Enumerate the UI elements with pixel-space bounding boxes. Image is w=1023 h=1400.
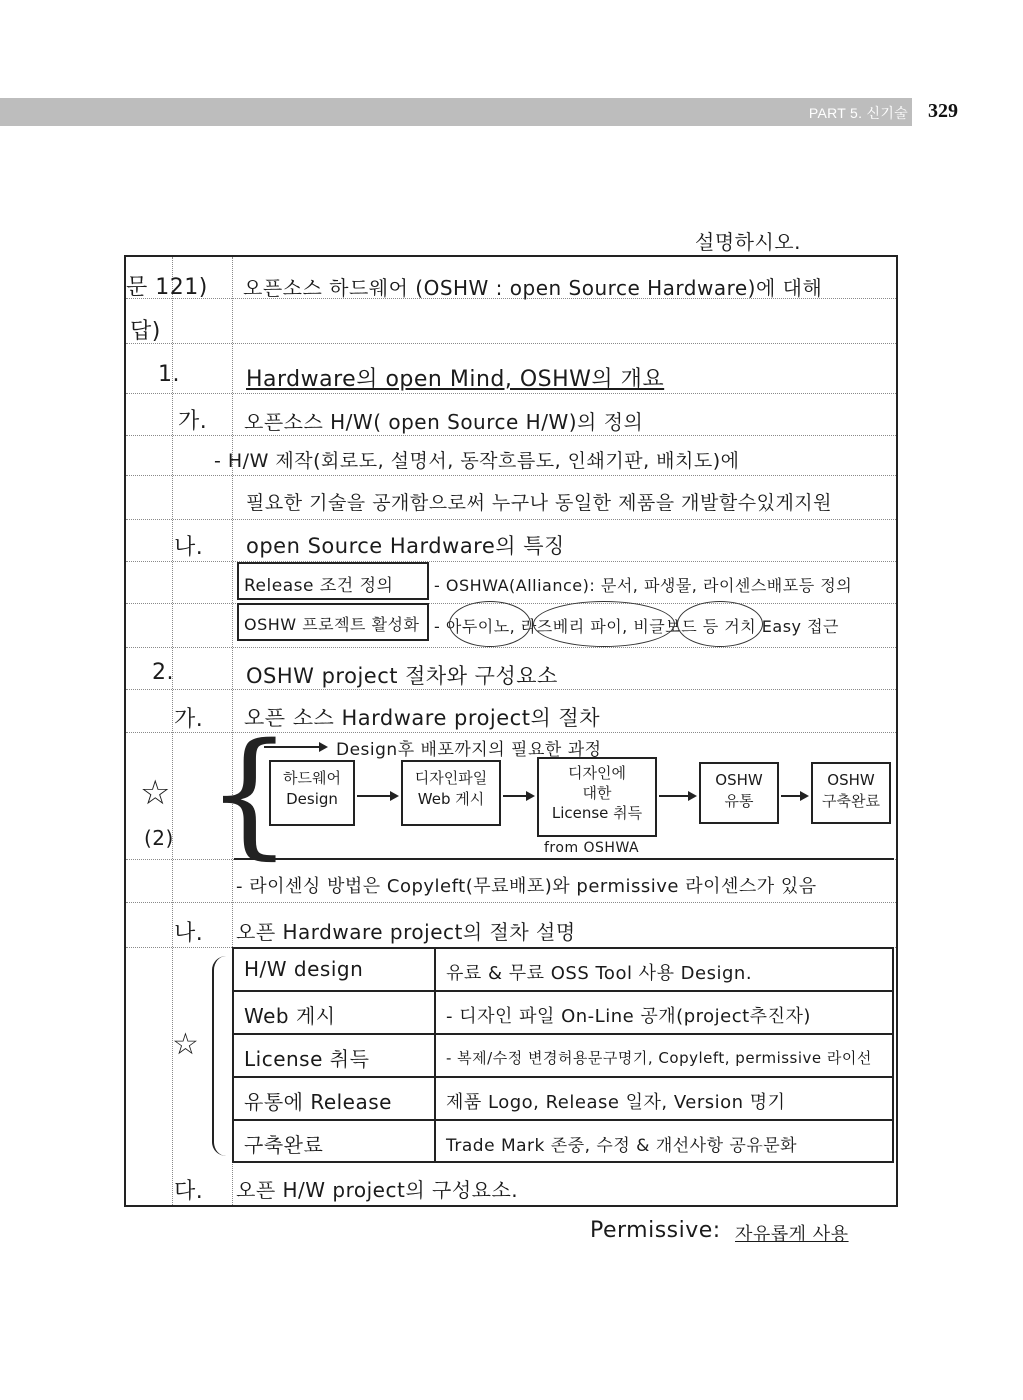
definition-line-2: 필요한 기술을 공개함으로써 누구나 동일한 제품을 개발할수있게지원	[246, 492, 833, 514]
answer-label: 답)	[130, 319, 161, 344]
ruled-line	[126, 393, 896, 394]
flow-step-line: 디자인파일	[414, 769, 488, 787]
star-icon: ☆	[140, 773, 171, 813]
star-note: (2)	[144, 826, 174, 850]
section-2-da-title: 오픈 H/W project의 구성요소.	[236, 1178, 519, 1202]
flow-step-license	[537, 757, 657, 837]
table-key: License 취득	[244, 1047, 370, 1071]
table-value: - 복제/수정 변경허용문구명기, Copyleft, permissive 라이선	[446, 1049, 872, 1067]
highlight-oval	[677, 601, 763, 647]
table-value: 유료 & 무료 OSS Tool 사용 Design.	[446, 963, 753, 984]
ruled-line	[126, 343, 896, 344]
flow-step-design	[269, 760, 355, 826]
section-1-ga-title: 오픈소스 H/W( open Source H/W)의 정의	[244, 410, 644, 434]
definition-line-1: - H/W 제작(회로도, 설명서, 동작흐름도, 인쇄기판, 배치도)에	[214, 450, 740, 472]
table-row	[234, 1121, 892, 1164]
section-2-title: OSHW project 절차와 구성요소	[246, 664, 558, 688]
flow-title: Design후 배포까지의 필요한 과정	[336, 740, 602, 760]
flow-step-line: 하드웨어	[283, 769, 341, 787]
license-note: - 라이센싱 방법은 Copyleft(무료배포)와 permissive 라이센스가 있음	[236, 876, 817, 897]
table-key: 유통에 Release	[244, 1090, 392, 1114]
section-1-na-mark: 나.	[174, 535, 204, 560]
flow-arrow	[781, 795, 807, 797]
footnote-key: Permissive:	[590, 1218, 721, 1243]
question-number: 문 121)	[126, 275, 208, 300]
table-key: 구축완료	[244, 1133, 324, 1157]
flow-step-line: 구축완료	[822, 792, 880, 810]
ruled-line	[126, 475, 896, 476]
table-value: 제품 Logo, Release 일자, Version 명기	[446, 1092, 786, 1113]
table-value: Trade Mark 존중, 수정 & 개선사항 공유문화	[446, 1136, 798, 1156]
feature-text-release: - OSHWA(Alliance): 문서, 파생물, 라이센스배포등 정의	[434, 576, 853, 595]
section-2-number: 2.	[152, 660, 174, 685]
flow-lead-arrow	[264, 746, 326, 748]
flow-step-line: 디자인에	[568, 764, 626, 782]
flow-step-line: Design	[286, 790, 338, 808]
flow-step-web	[401, 760, 501, 826]
flow-step-line: License 취득	[551, 804, 643, 822]
section-2-ga-mark: 가.	[174, 707, 204, 732]
table-row	[234, 949, 892, 992]
ruled-line	[126, 647, 896, 648]
page-number: 329	[928, 100, 958, 122]
table-key: Web 게시	[244, 1004, 336, 1028]
flow-step-line: OSHW	[827, 771, 875, 789]
flow-step-complete	[811, 762, 891, 824]
header-bar	[0, 98, 912, 126]
left-bracket	[212, 956, 226, 1156]
section-1-na-title: open Source Hardware의 특징	[246, 534, 565, 558]
table-row	[234, 992, 892, 1035]
from-note: from OSHWA	[544, 840, 640, 856]
table-value: - 디자인 파일 On-Line 공개(project추진자)	[446, 1006, 811, 1027]
section-2-da-mark: 다.	[174, 1179, 204, 1204]
curly-brace: {	[206, 715, 293, 873]
flow-step-line: Web 게시	[417, 790, 485, 808]
highlight-oval	[533, 601, 675, 647]
feature-text-project: - 아두이노, 라즈베리 파이, 비글보드 등 거치 Easy 접근	[434, 617, 840, 636]
flow-step-line: OSHW	[715, 771, 763, 789]
footnote-value: 자유롭게 사용	[735, 1224, 849, 1245]
ruled-line	[126, 519, 896, 520]
star-icon: ☆	[172, 1027, 199, 1062]
section-2-na-mark: 나.	[174, 921, 204, 946]
table-key: H/W design	[244, 957, 364, 981]
ruled-line	[126, 435, 896, 436]
chapter-label: PART 5. 신기술	[808, 105, 908, 121]
section-2-ga-title: 오픈 소스 Hardware project의 절차	[244, 706, 600, 730]
question-tail: 설명하시오.	[695, 230, 801, 254]
table-row	[234, 1035, 892, 1078]
table-row	[234, 1078, 892, 1121]
flow-arrow	[503, 795, 533, 797]
flow-arrow	[659, 795, 695, 797]
section-1-ga-mark: 가.	[178, 409, 208, 434]
flow-step-line: 대한	[582, 784, 612, 802]
flow-step-line: 유통	[724, 792, 754, 810]
flow-bottom-rule	[234, 858, 894, 860]
feature-label-project: OSHW 프로젝트 활성화	[244, 615, 420, 634]
section-2-na-title: 오픈 Hardware project의 절차 설명	[236, 920, 576, 944]
feature-label-release: Release 조건 정의	[244, 576, 394, 596]
flow-step-distribution	[699, 762, 779, 824]
section-1-title: Hardware의 open Mind, OSHW의 개요	[246, 367, 665, 392]
ruled-line	[126, 902, 896, 903]
highlight-oval	[449, 601, 531, 647]
procedure-table	[232, 947, 894, 1163]
flow-arrow	[357, 795, 397, 797]
margin-rule	[172, 257, 173, 1205]
section-1-number: 1.	[158, 362, 180, 387]
question-text: 오픈소스 하드웨어 (OSHW : open Source Hardware)에 대해	[243, 276, 823, 300]
